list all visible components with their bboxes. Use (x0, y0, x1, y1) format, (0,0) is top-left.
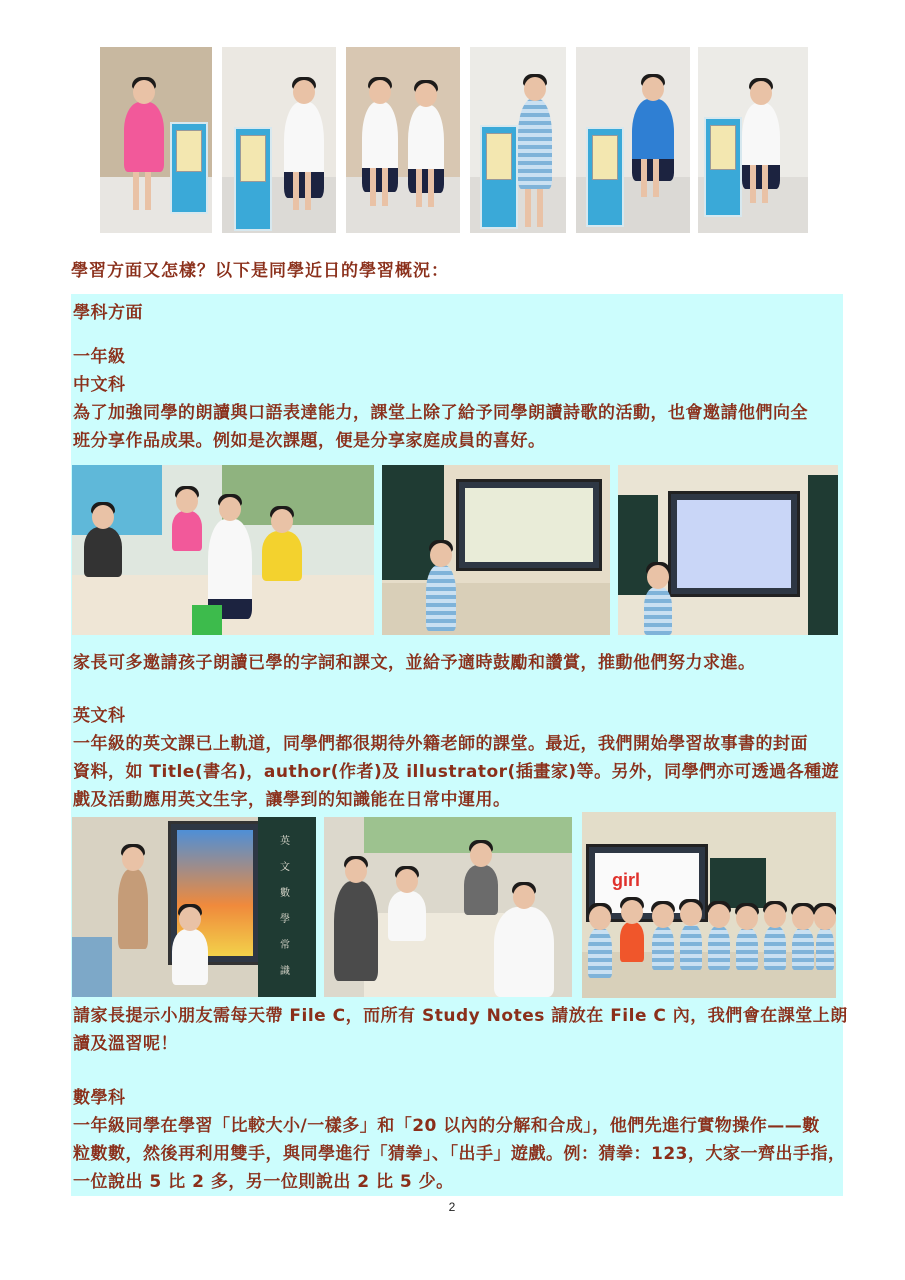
photo-english-class-3 (582, 812, 836, 998)
english-parent-tip-line-2: 讀及溫習呢！ (73, 1034, 178, 1054)
section-title: 學科方面 (73, 303, 143, 323)
maths-paragraph-line-2: 粒數數，然後再利用雙手，與同學進行「猜拳」、「出手」遊戲。例：猜拳：123，大家一齊出手指， (73, 1144, 846, 1164)
english-paragraph-line-1: 一年級的英文課已上軌道，同學們都很期待外籍老師的課堂。最近，我們開始學習故事書的封面 (73, 734, 808, 754)
photo-student-1 (100, 47, 212, 233)
photo-chinese-class-2 (382, 465, 610, 635)
maths-paragraph-line-3: 一位說出 5 比 2 多，另一位則說出 2 比 5 少。 (73, 1172, 454, 1192)
photo-student-4 (470, 47, 566, 233)
chinese-parent-tip: 家長可多邀請孩子朗讀已學的字詞和課文，並給予適時鼓勵和讚賞，推動他們努力求進。 (73, 653, 756, 673)
english-parent-tip-line-1: 請家長提示小朋友需每天帶 File C，而所有 Study Notes 請放在 File C 內，我們會在課堂上朗 (73, 1006, 848, 1026)
chinese-paragraph-line-2: 班分享作品成果。例如是次課題，便是分享家庭成員的喜好。 (73, 431, 546, 451)
maths-subject-heading: 數學科 (73, 1088, 126, 1108)
photo-student-5 (576, 47, 690, 233)
chinese-paragraph-line-1: 為了加強同學的朗讀與口語表達能力，課堂上除了給予同學朗讀詩歌的活動，也會邀請他們向全 (73, 403, 808, 423)
photo-chinese-class-3 (618, 465, 838, 635)
maths-paragraph-line-1: 一年級同學在學習「比較大小/一樣多」和「20 以內的分解和合成」，他們先進行實物操作——數 (73, 1116, 820, 1136)
board-chalk-text: 英 文 數 學 常 識 (280, 836, 290, 977)
english-paragraph-line-2: 資料，如 Title(書名)，author(作者)及 illustrator(插畫家)等。另外，同學們亦可透過各種遊 (73, 762, 840, 782)
english-paragraph-line-3: 戲及活動應用英文生字，讓學到的知識能在日常中運用。 (73, 790, 511, 810)
photo-students-3 (346, 47, 460, 233)
photo-chinese-class-1 (72, 465, 374, 635)
photo-english-class-1 (72, 817, 316, 997)
photo-english-class-2 (324, 817, 572, 997)
english-subject-heading: 英文科 (73, 706, 126, 726)
intro-heading: 學習方面又怎樣？以下是同學近日的學習概況： (71, 261, 449, 281)
photo-student-6 (698, 47, 808, 233)
photo-student-2 (222, 47, 336, 233)
screen-word-text: girl (612, 870, 641, 890)
page-number: 2 (448, 1200, 456, 1214)
chinese-subject-heading: 中文科 (73, 375, 126, 395)
grade-heading: 一年級 (73, 347, 126, 367)
